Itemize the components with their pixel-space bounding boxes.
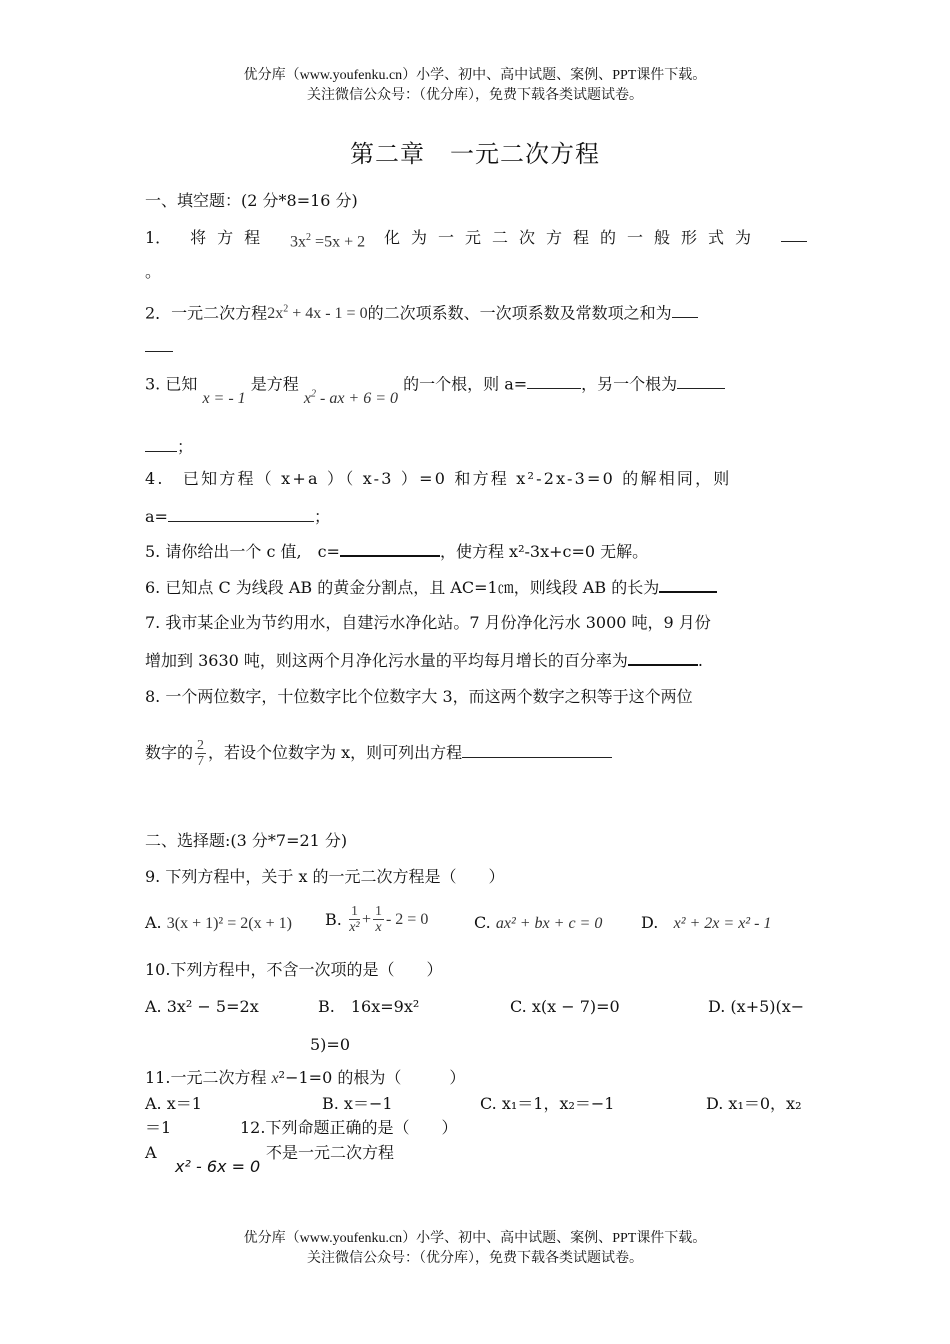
question-7-line-1: 7. 我市某企业为节约用水，自建污水净化站。7 月份净化污水 3000 吨，9 月份	[145, 613, 711, 632]
question-8-line-1: 8. 一个两位数字，十位数字比个位数字大 3，而这两个数字之积等于这个两位	[145, 687, 693, 706]
q3-blank-root-2[interactable]	[145, 437, 177, 452]
q4-cont	[145, 506, 330, 528]
question-11: 11.一元二次方程 x²−1=0 的根为（ ）	[145, 1068, 466, 1087]
q3-text-3: 的一个根，则 a=	[403, 374, 528, 394]
q2-text: 2．一元二次方程	[145, 303, 268, 323]
footer-line-2: 关注微信公众号：（优分库），免费下载各类试题试卷。	[307, 1250, 643, 1266]
q1-number: 1．	[145, 228, 172, 247]
section2-heading: 二、选择题:(3 分*7=21 分)	[145, 831, 348, 850]
q1-text-2: 化为一元二次方程的一般形式为	[384, 228, 763, 247]
q2-answer-blank[interactable]	[672, 303, 698, 318]
q8-text-2: ，若设个位数字为 x，则可列出方程	[208, 743, 463, 762]
q5-text-2: ，使方程 x²-3x+c=0 无解。	[439, 542, 649, 561]
question-8-line-2	[145, 738, 612, 769]
q5-text: 5. 请你给出一个 c 值, c=	[145, 542, 340, 561]
q3-end: ；	[177, 437, 194, 456]
q1-text: 将方程	[190, 228, 272, 247]
q2-blank-cont	[145, 336, 173, 358]
header-text: ）小学、初中、高中试题、案例、	[402, 67, 613, 83]
q11-option-d-cont: ＝1	[145, 1118, 172, 1137]
q11-option-d[interactable]: D. x₁＝0，x₂	[706, 1094, 802, 1113]
q7-text: 增加到 3630 吨，则这两个月净化污水量的平均每月增长的百分率为	[145, 651, 628, 670]
question-9: 9. 下列方程中，关于 x 的一元二次方程是（ ）	[145, 867, 505, 886]
q3-text: 3. 已知	[145, 374, 198, 394]
question-3	[145, 370, 725, 408]
q12-option-a-text: 不是一元二次方程	[266, 1143, 395, 1162]
q8-answer-blank[interactable]	[462, 743, 612, 758]
q10-option-c[interactable]: C. x(x − 7)=0	[510, 997, 620, 1016]
header-text: 优分库（	[243, 67, 300, 83]
q3-text-4: ，另一个根为	[581, 374, 678, 394]
q9-option-c[interactable]: C. ax² + bx + c = 0	[474, 913, 603, 932]
footer-link[interactable]: www.youfenku.cn	[299, 1231, 403, 1246]
footer-line-1	[0, 1229, 950, 1248]
footer-text: 优分库（	[243, 1230, 300, 1246]
header-line-2: 关注微信公众号：（优分库），免费下载各类试题试卷。	[307, 87, 643, 103]
q11-option-a[interactable]: A. x＝1	[145, 1094, 202, 1113]
question-7-line-2	[145, 650, 703, 672]
q9-option-b[interactable]: B. $\frac{1}{\text{x²}}$ + $\frac{1}{x}$ - 2 = 0	[325, 904, 429, 935]
q4-end: ；	[313, 507, 330, 526]
page-title: 第二章 一元二次方程	[350, 140, 600, 168]
q8-fraction: $\frac{2}{7}$	[197, 738, 205, 769]
question-12: 12.下列命题正确的是（ ）	[240, 1118, 458, 1137]
footer-text: ）小学、初中、高中试题、案例、	[402, 1230, 613, 1246]
q11-option-c[interactable]: C. x₁＝1，x₂＝−1	[480, 1094, 615, 1113]
q8-text: 数字的	[145, 743, 194, 762]
section1-heading: 一、填空题：(2 分*8=16 分)	[145, 191, 358, 210]
q10-option-d[interactable]: D. (x+5)(x−	[708, 997, 805, 1016]
q7-answer-blank[interactable]	[628, 650, 698, 666]
q2-answer-blank-2[interactable]	[145, 337, 173, 352]
q11-option-b[interactable]: B. x＝−1	[322, 1094, 393, 1113]
q3-cont	[145, 436, 193, 458]
question-10: 10.下列方程中，不含一次项的是（ ）	[145, 960, 443, 979]
q1-end: 。	[145, 262, 162, 281]
header-link[interactable]: www.youfenku.cn	[299, 68, 403, 83]
q6-text: 6. 已知点 C 为线段 AB 的黄金分割点，且 AC=1㎝，则线段 AB 的长为	[145, 578, 660, 597]
q2-text-2: 的二次项系数、一次项系数及常数项之和为	[367, 303, 672, 323]
q3-blank-a[interactable]	[527, 374, 581, 389]
question-2	[145, 299, 698, 325]
q3-equation-2: $x^2$ - ax + 6 = 0	[303, 389, 399, 408]
footer-text: 课件下载。	[636, 1230, 707, 1246]
q9-option-a[interactable]: A. 3(x + 1)² = 2(x + 1)	[145, 913, 292, 932]
q10-option-d-cont: 5)=0	[310, 1035, 351, 1054]
footer-text: PPT	[612, 1231, 637, 1246]
q9-option-d[interactable]: D. x² + 2x = x² - 1	[641, 913, 772, 932]
question-4: 4. 已知方程（ x+a ）（ x-3 ）=0 和方程 x²-2x-3=0 的解相同，则	[145, 469, 732, 488]
header-line-1	[0, 66, 950, 85]
q4-answer-blank[interactable]	[168, 507, 314, 522]
q5-answer-blank[interactable]	[340, 541, 440, 557]
q6-answer-blank[interactable]	[659, 577, 717, 593]
q10-option-b[interactable]: B. 16x=9x²	[318, 997, 420, 1016]
q3-blank-root[interactable]	[677, 374, 725, 389]
q4-text: a=	[145, 507, 168, 526]
q12-option-a-equation: x² - 6x = 0	[175, 1157, 261, 1176]
q2-equation: $2x^2 + 4x - 1 = 0$	[267, 304, 368, 323]
question-5	[145, 541, 648, 563]
question-1	[145, 227, 807, 253]
q10-option-a[interactable]: A. 3x² − 5=2x	[145, 997, 259, 1016]
q3-text-2: 是方程	[250, 374, 299, 394]
q1-equation: $3x^2 =5x + 2$	[290, 232, 366, 251]
q3-equation-1: x = - 1	[202, 390, 246, 408]
q12-option-a-label[interactable]: A	[145, 1143, 157, 1162]
q1-answer-blank[interactable]	[781, 227, 807, 242]
question-6	[145, 577, 717, 599]
header-text: PPT	[612, 68, 637, 83]
header-text: 课件下载。	[636, 67, 707, 83]
q7-end: .	[697, 651, 703, 670]
